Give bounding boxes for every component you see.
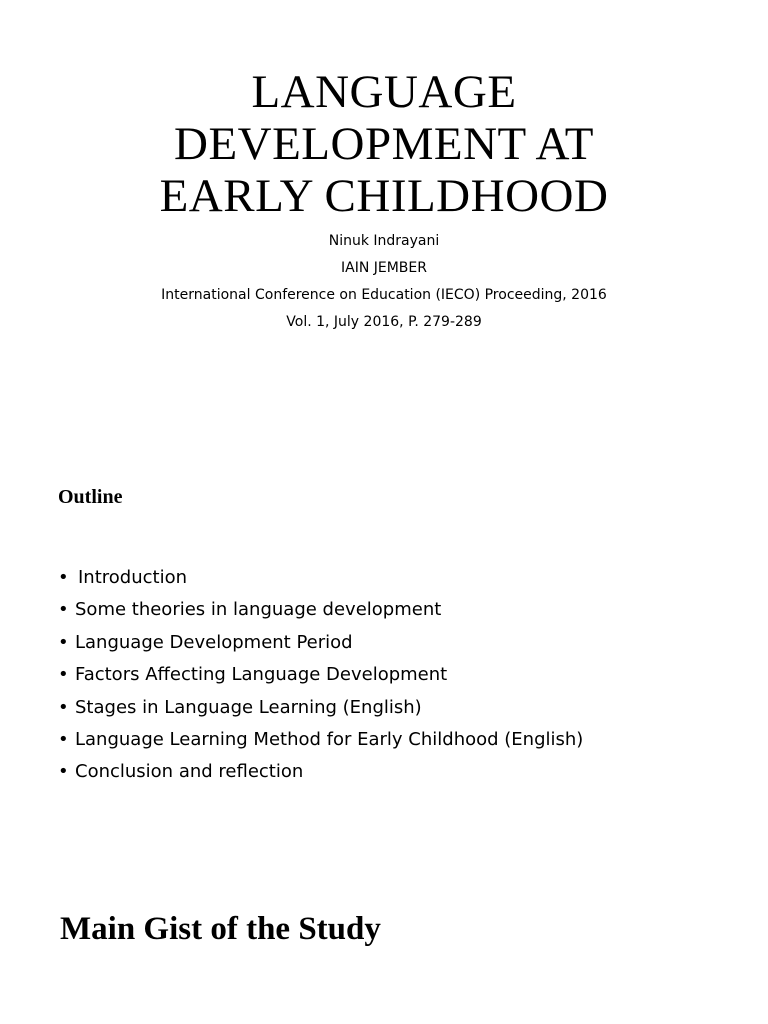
- section-heading-main-gist: Main Gist of the Study: [60, 911, 381, 947]
- bullet-icon: •: [58, 729, 69, 751]
- list-item: [58, 756, 583, 788]
- document-title: [0, 66, 768, 222]
- list-item-text: Introduction: [78, 567, 188, 588]
- list-item: [58, 692, 583, 724]
- institution-name: IAIN JEMBER: [341, 260, 427, 276]
- list-item: [58, 627, 583, 659]
- list-item: [58, 562, 583, 594]
- list-item: [58, 659, 583, 691]
- volume-info: Vol. 1, July 2016, P. 279-289: [286, 314, 482, 330]
- bullet-icon: •: [58, 567, 69, 588]
- list-item-text: Language Learning Method for Early Childhood (English): [75, 729, 584, 751]
- bullet-icon: •: [58, 664, 69, 686]
- list-item: [58, 594, 583, 626]
- citation-block: [0, 228, 768, 336]
- title-line-2: DEVELOPMENT AT: [174, 118, 594, 170]
- list-item-text: Stages in Language Learning (English): [75, 696, 422, 718]
- author-name: Ninuk Indrayani: [328, 233, 440, 249]
- outline-heading: Outline: [58, 486, 123, 508]
- bullet-icon: •: [58, 696, 69, 718]
- title-line-1: LANGUAGE: [251, 66, 517, 118]
- list-item-text: Conclusion and reflection: [75, 761, 304, 783]
- list-item-text: Some theories in language development: [75, 599, 442, 621]
- conference-name: International Conference on Education (IECO) Proceeding, 2016: [161, 287, 607, 303]
- bullet-icon: •: [58, 761, 69, 783]
- title-line-3: EARLY CHILDHOOD: [159, 170, 609, 222]
- bullet-icon: •: [58, 631, 69, 653]
- outline-list: [58, 562, 583, 789]
- list-item: [58, 724, 583, 756]
- list-item-text: Factors Affecting Language Development: [75, 664, 448, 686]
- list-item-text: Language Development Period: [75, 631, 353, 653]
- bullet-icon: •: [58, 599, 69, 621]
